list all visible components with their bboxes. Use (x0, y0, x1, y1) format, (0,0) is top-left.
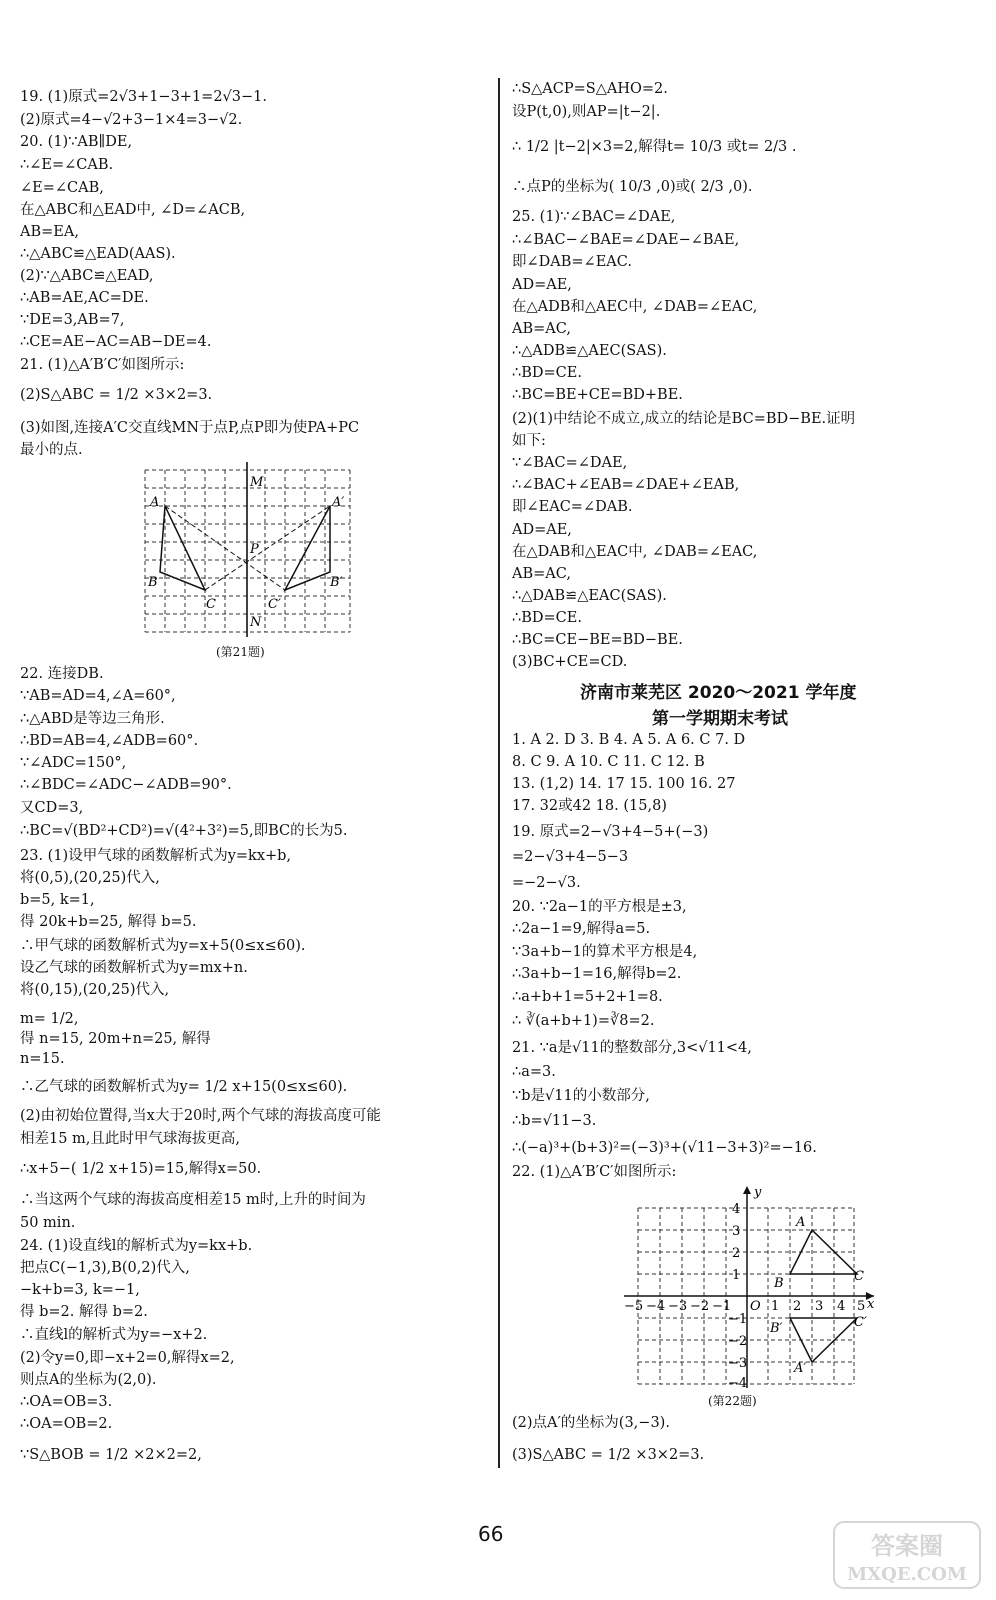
right-line: AB=AC, (512, 321, 571, 337)
left-line: ∴甲气球的函数解析式为y=x+5(0≤x≤60). (20, 938, 306, 954)
svg-text:1: 1 (771, 1299, 780, 1314)
right-line: 即∠EAC=∠DAB. (512, 499, 633, 515)
right-line: ∴∠BAC+∠EAB=∠DAE+∠EAB, (512, 477, 740, 493)
svg-text:−5: −5 (624, 1299, 644, 1314)
right-line: ∴△ADB≌△AEC(SAS). (512, 343, 667, 359)
svg-text:4: 4 (837, 1299, 846, 1314)
right-line: 21. ∵a是√11的整数部分,3<√11<4, (512, 1040, 752, 1056)
left-line: 20. (1)∵AB∥DE, (20, 134, 133, 150)
left-line: 24. (1)设直线l的解析式为y=kx+b. (20, 1238, 253, 1254)
right-line: ∴BC=BE+CE=BD+BE. (512, 387, 683, 403)
left-line: −k+b=3, k=−1, (20, 1282, 140, 1298)
right-line: ∴b=√11−3. (512, 1113, 597, 1129)
svg-text:−1: −1 (712, 1299, 732, 1314)
right-line: ∴3a+b−1=16,解得b=2. (512, 966, 682, 982)
svg-text:4: 4 (732, 1202, 741, 1217)
left-line: 21. (1)△A′B′C′如图所示: (20, 357, 185, 373)
svg-text:2: 2 (793, 1299, 802, 1314)
svg-text:A′: A′ (332, 495, 345, 510)
right-line: AD=AE, (512, 522, 572, 538)
left-line: ∴BD=AB=4,∠ADB=60°. (20, 733, 199, 749)
right-line: 在△ADB和△AEC中, ∠DAB=∠EAC, (512, 299, 758, 315)
left-line: ∴△ABD是等边三角形. (20, 711, 165, 727)
right-line: 8. C 9. A 10. C 11. C 12. B (512, 754, 705, 770)
right-line: ∴ ∛(a+b+1)=∛8=2. (512, 1013, 655, 1029)
right-line: 1. A 2. D 3. B 4. A 5. A 6. C 7. D (512, 732, 746, 748)
section-title-line2: 第一学期期末考试 (652, 709, 788, 729)
right-line: 22. (1)△A′B′C′如图所示: (512, 1164, 677, 1180)
svg-text:2: 2 (732, 1246, 741, 1261)
left-line: m= 1/2, (20, 1011, 79, 1027)
left-line: 得 n=15, 20m+n=25, 解得 (20, 1031, 211, 1047)
svg-text:−4: −4 (728, 1376, 748, 1389)
left-line: ∴∠E=∠CAB. (20, 157, 114, 173)
left-line: ∴OA=OB=2. (20, 1416, 113, 1432)
left-line: ∴AB=AE,AC=DE. (20, 290, 149, 306)
left-line: 将(0,5),(20,25)代入, (20, 870, 160, 886)
right-line: ∴BC=CE−BE=BD−BE. (512, 632, 683, 648)
left-line: (2)原式=4−√2+3−1×4=3−√2. (20, 112, 243, 128)
right-line: ∴∠BAC−∠BAE=∠DAE−∠BAE, (512, 232, 740, 248)
svg-text:−3: −3 (728, 1356, 748, 1371)
left-line: 在△ABC和△EAD中, ∠D=∠ACB, (20, 202, 246, 218)
svg-text:C: C (854, 1269, 864, 1284)
right-line: 如下: (512, 433, 546, 449)
svg-text:−2: −2 (728, 1334, 748, 1349)
right-line: ∴(−a)³+(b+3)²=(−3)³+(√11−3+3)²=−16. (512, 1140, 817, 1156)
svg-text:N: N (250, 615, 262, 630)
svg-text:3: 3 (815, 1299, 824, 1314)
left-line: 将(0,15),(20,25)代入, (20, 982, 170, 998)
svg-text:5: 5 (857, 1299, 866, 1314)
left-line: ∴直线l的解析式为y=−x+2. (20, 1327, 208, 1343)
svg-text:−1: −1 (728, 1312, 748, 1327)
svg-text:B: B (774, 1276, 784, 1291)
left-line: ∵∠ADC=150°, (20, 755, 127, 771)
svg-text:C′: C′ (854, 1315, 867, 1330)
left-line: ∵AB=AD=4,∠A=60°, (20, 688, 176, 704)
left-line: ∴OA=OB=3. (20, 1394, 113, 1410)
svg-text:B: B (148, 575, 158, 590)
right-line: =−2−√3. (512, 875, 581, 891)
right-line: ∴a=3. (512, 1064, 556, 1080)
page-number: 66 (478, 1522, 504, 1546)
right-line: (3)S△ABC = 1/2 ×3×2=3. (512, 1447, 705, 1463)
left-line: 得 b=2. 解得 b=2. (20, 1304, 148, 1320)
figure-22 (624, 1184, 880, 1389)
left-line: 22. 连接DB. (20, 666, 104, 682)
svg-text:B′: B′ (770, 1321, 783, 1336)
svg-text:C′: C′ (268, 597, 281, 612)
left-line: (2)令y=0,即−x+2=0,解得x=2, (20, 1350, 235, 1366)
right-line: 19. 原式=2−√3+4−5+(−3) (512, 824, 709, 840)
left-line: AB=EA, (20, 224, 79, 240)
svg-text:−2: −2 (690, 1299, 710, 1314)
right-line: ∴a+b+1=5+2+1=8. (512, 989, 663, 1005)
left-line: ∴∠BDC=∠ADC−∠ADB=90°. (20, 777, 232, 793)
left-line: 50 min. (20, 1215, 76, 1231)
left-line: ∵S△BOB = 1/2 ×2×2=2, (20, 1447, 202, 1463)
left-line: ∵DE=3,AB=7, (20, 312, 125, 328)
svg-text:B′: B′ (330, 575, 343, 590)
svg-text:M: M (250, 475, 264, 490)
left-line: b=5, k=1, (20, 892, 95, 908)
right-line: (2)(1)中结论不成立,成立的结论是BC=BD−BE.证明 (512, 411, 856, 427)
left-line: ∴当这两个气球的海拔高度相差15 m时,上升的时间为 (20, 1192, 366, 1208)
right-line: AB=AC, (512, 566, 571, 582)
svg-text:O: O (750, 1299, 761, 1314)
figure-21 (140, 462, 355, 637)
left-line: 则点A的坐标为(2,0). (20, 1372, 157, 1388)
right-line: ∴点P的坐标为( 10/3 ,0)或( 2/3 ,0). (512, 179, 753, 195)
svg-text:−3: −3 (668, 1299, 688, 1314)
right-line: ∵b是√11的小数部分, (512, 1088, 650, 1104)
left-line: 19. (1)原式=2√3+1−3+1=2√3−1. (20, 89, 267, 105)
right-line: ∵3a+b−1的算术平方根是4, (512, 944, 698, 960)
left-line: ∠E=∠CAB, (20, 180, 104, 196)
right-line: ∵∠BAC=∠DAE, (512, 455, 628, 471)
right-line: ∴S△ACP=S△AHO=2. (512, 81, 668, 97)
svg-text:x: x (867, 1297, 875, 1312)
right-line: AD=AE, (512, 277, 572, 293)
right-line: 设P(t,0),则AP=|t−2|. (512, 104, 661, 120)
left-line: 相差15 m,且此时甲气球海拔更高, (20, 1131, 241, 1147)
right-line: 17. 32或42 18. (15,8) (512, 798, 667, 814)
svg-text:A: A (796, 1215, 806, 1230)
svg-text:A′: A′ (794, 1361, 807, 1376)
right-line: 13. (1,2) 14. 17 15. 100 16. 27 (512, 776, 736, 792)
left-line: ∴CE=AE−AC=AB−DE=4. (20, 334, 212, 350)
right-line: ∴BD=CE. (512, 365, 582, 381)
right-line: ∴ 1/2 |t−2|×3=2,解得t= 10/3 或t= 2/3 . (512, 139, 797, 155)
right-line: ∴BD=CE. (512, 610, 582, 626)
right-line: ∴△DAB≌△EAC(SAS). (512, 588, 667, 604)
right-line: 即∠DAB=∠EAC. (512, 254, 632, 270)
right-line: =2−√3+4−5−3 (512, 849, 629, 865)
svg-text:A: A (150, 495, 160, 510)
left-line: ∴BC=√(BD²+CD²)=√(4²+3²)=5,即BC的长为5. (20, 823, 348, 839)
left-line: ∴乙气球的函数解析式为y= 1/2 x+15(0≤x≤60). (20, 1079, 348, 1095)
svg-text:−4: −4 (646, 1299, 666, 1314)
right-line: (3)BC+CE=CD. (512, 654, 628, 670)
figure-21-caption: (第21题) (216, 645, 265, 659)
right-line: ∴2a−1=9,解得a=5. (512, 921, 651, 937)
svg-text:C: C (206, 597, 216, 612)
left-line: n=15. (20, 1051, 65, 1067)
left-line: 把点C(−1,3),B(0,2)代入, (20, 1260, 190, 1276)
right-line: 在△DAB和△EAC中, ∠DAB=∠EAC, (512, 544, 758, 560)
left-line: 最小的点. (20, 442, 83, 458)
left-line: 23. (1)设甲气球的函数解析式为y=kx+b, (20, 848, 292, 864)
svg-text:答案圈: 答案圈 (871, 1531, 943, 1560)
right-line: (2)点A′的坐标为(3,−3). (512, 1415, 670, 1431)
left-line: (2)∵△ABC≌△EAD, (20, 268, 154, 284)
left-line: 得 20k+b=25, 解得 b=5. (20, 914, 197, 930)
left-line: 又CD=3, (20, 800, 84, 816)
svg-text:MXQE.COM: MXQE.COM (847, 1564, 967, 1585)
left-line: 设乙气球的函数解析式为y=mx+n. (20, 960, 248, 976)
right-line: 20. ∵2a−1的平方根是±3, (512, 899, 687, 915)
left-line: ∴x+5−( 1/2 x+15)=15,解得x=50. (20, 1161, 262, 1177)
svg-text:3: 3 (732, 1224, 741, 1239)
svg-text:P: P (250, 542, 259, 557)
watermark-logo (832, 1520, 982, 1590)
right-line: 25. (1)∵∠BAC=∠DAE, (512, 209, 676, 225)
left-line: (2)S△ABC = 1/2 ×3×2=3. (20, 387, 213, 403)
left-line: ∴△ABC≌△EAD(AAS). (20, 246, 176, 262)
svg-text:y: y (754, 1185, 762, 1200)
svg-text:1: 1 (732, 1268, 741, 1283)
column-divider (498, 78, 500, 1468)
section-title-line1: 济南市莱芜区 2020～2021 学年度 (580, 683, 857, 703)
left-line: (2)由初始位置得,当x大于20时,两个气球的海拔高度可能 (20, 1108, 381, 1124)
left-line: (3)如图,连接A′C交直线MN于点P,点P即为使PA+PC (20, 420, 360, 436)
figure-22-caption: (第22题) (708, 1394, 757, 1408)
